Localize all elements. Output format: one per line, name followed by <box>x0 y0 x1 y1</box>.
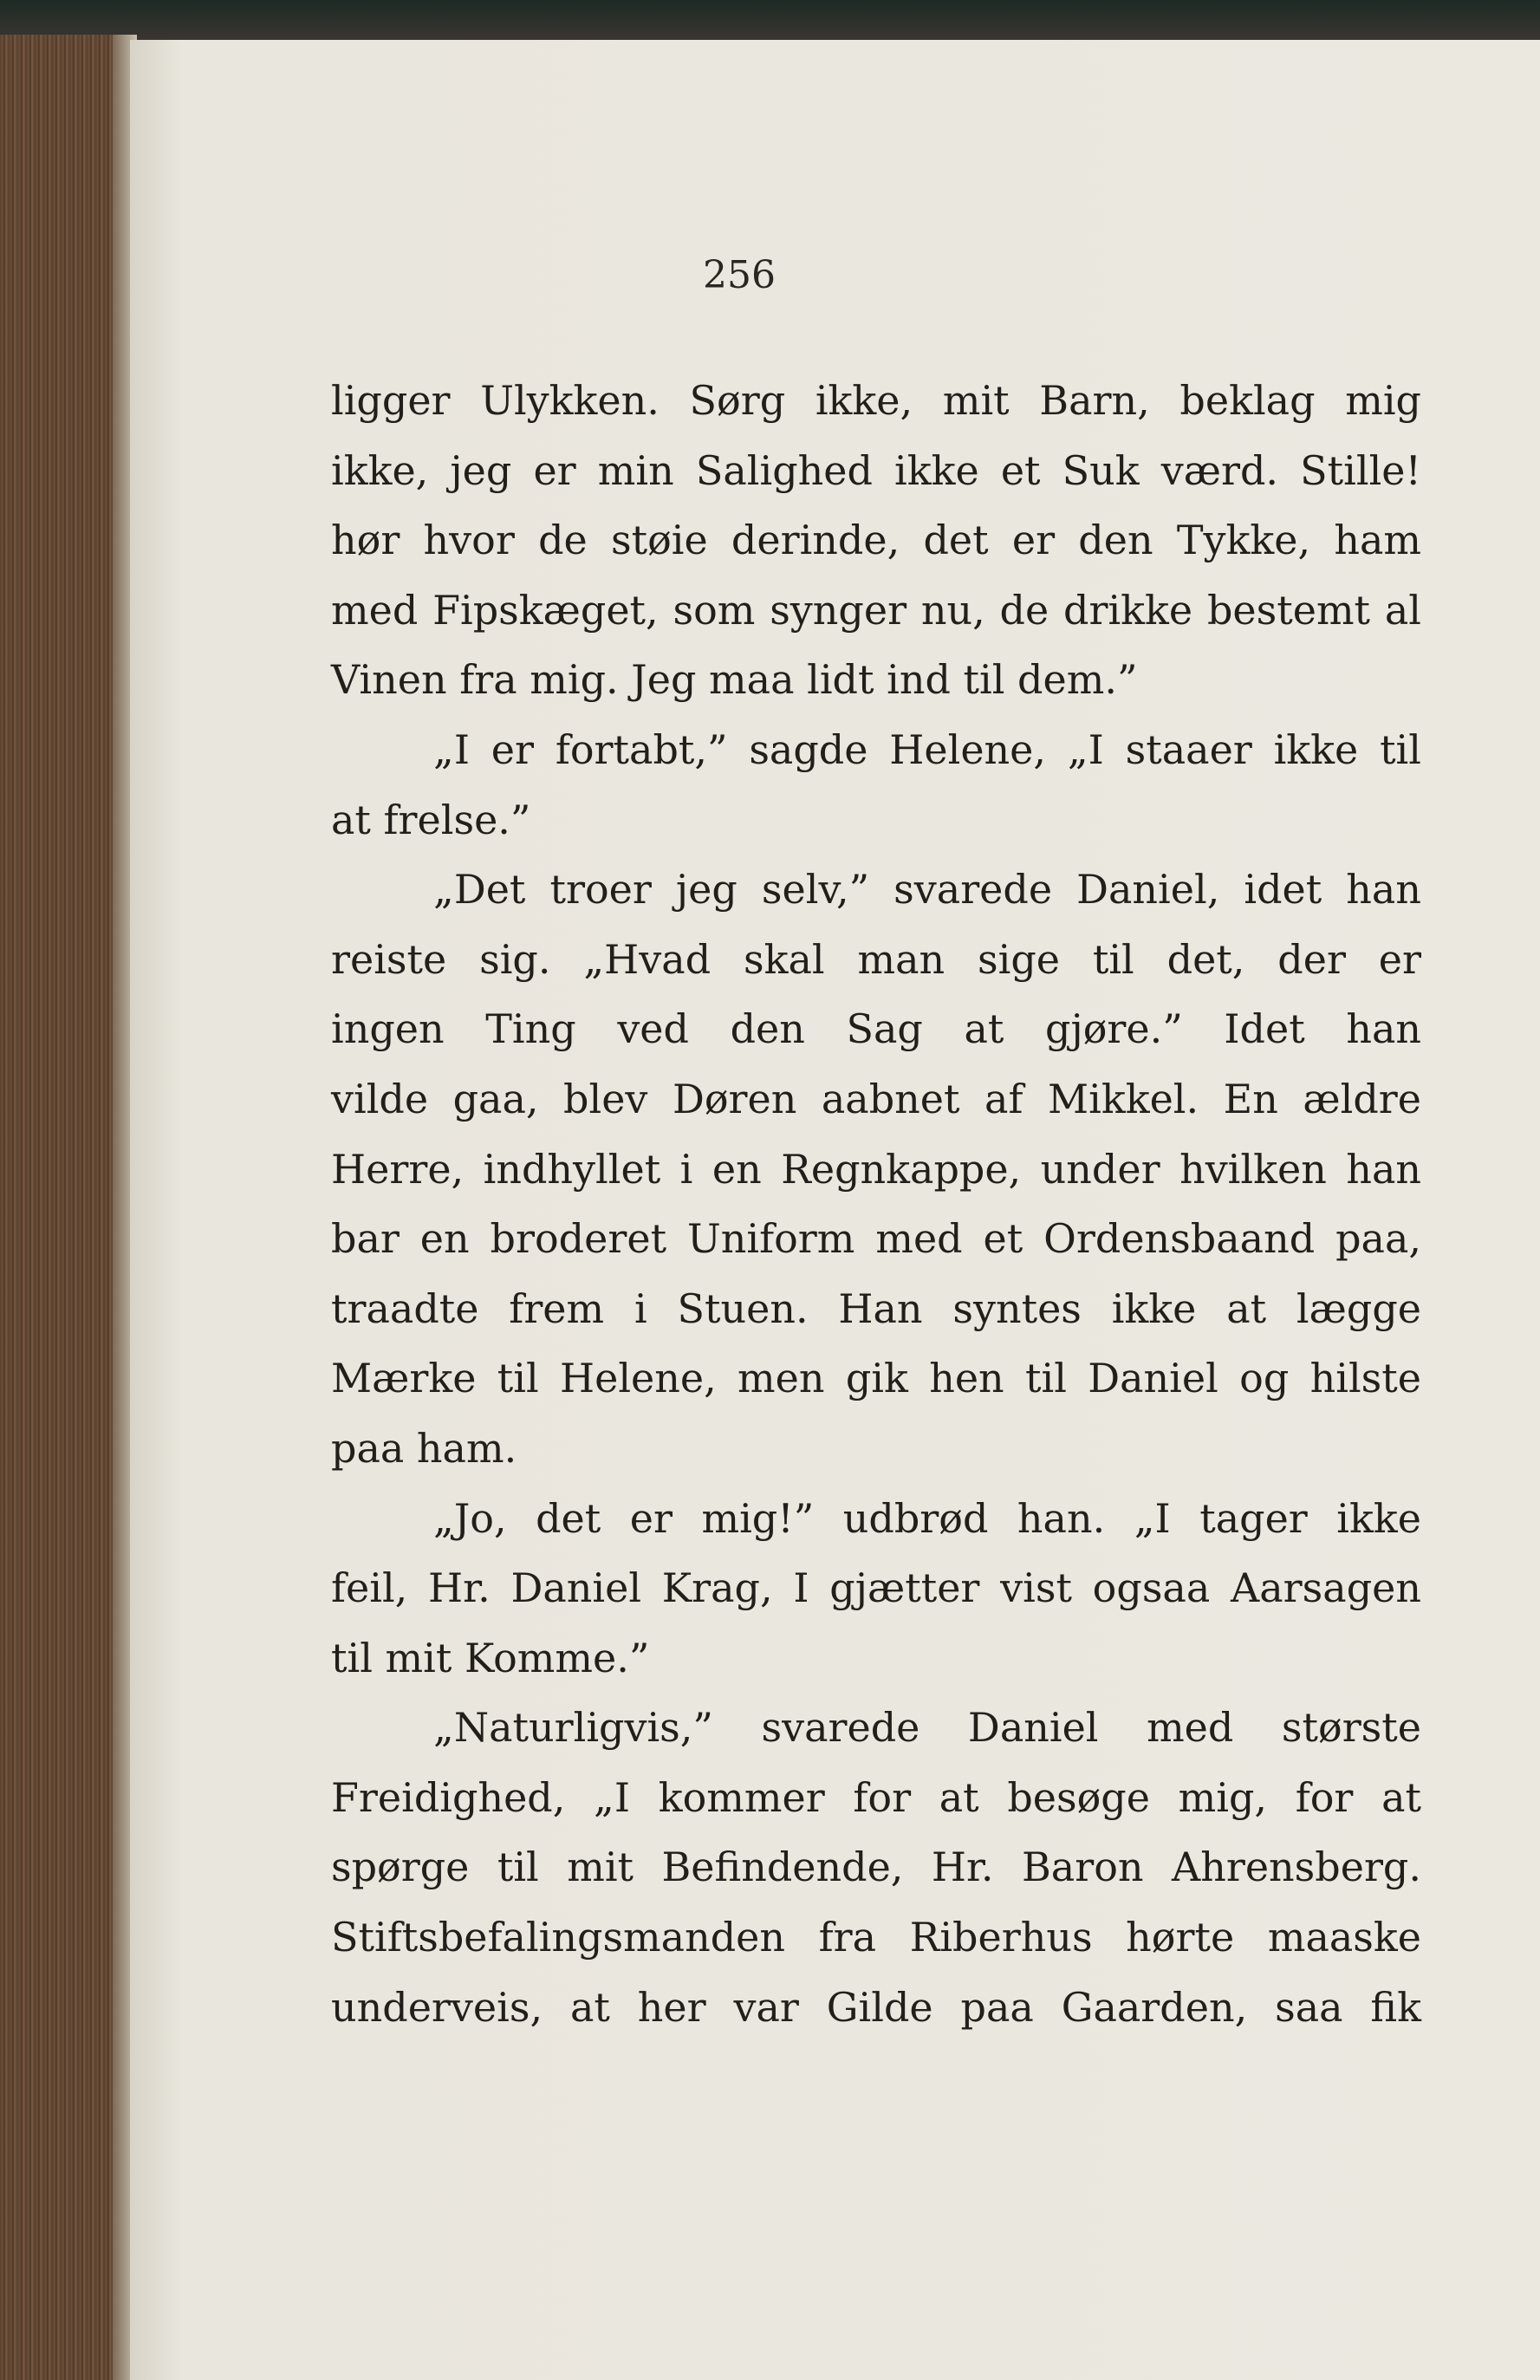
text-line: ligger Ulykken. Sørg ikke, mit Barn, beklag mig <box>331 377 1421 424</box>
body-text <box>331 366 1421 2042</box>
top-shadow <box>0 0 1540 40</box>
book-page-edges <box>0 35 130 2380</box>
text-line: hør hvor de støie derinde, det er den Tykke, ham <box>331 517 1421 564</box>
text-line: vilde gaa, blev Døren aabnet af Mikkel. En ældre <box>331 1075 1421 1122</box>
text-line: underveis, at her var Gilde paa Gaarden, saa fik <box>331 1983 1421 2031</box>
text-line: til mit Komme.” <box>331 1634 650 1681</box>
text-line: traadte frem i Stuen. Han syntes ikke at lægge <box>331 1284 1421 1332</box>
text-line: ikke, jeg er min Salighed ikke et Suk værd. Stille! <box>331 446 1421 494</box>
text-line: „I er fortabt,” sagde Helene, „I staaer ikke til <box>433 725 1421 773</box>
text-line: „Jo, det er mig!” udbrød han. „I tager ikke <box>433 1494 1421 1542</box>
text-line: „Naturligvis,” svarede Daniel med største <box>433 1704 1421 1752</box>
text-line: med Fipskæget, som synger nu, de drikke bestemt al <box>331 586 1421 634</box>
text-line: ingen Ting ved den Sag at gjøre.” Idet han <box>331 1005 1421 1053</box>
text-line: feil, Hr. Daniel Krag, I gjætter vist ogsaa Aarsagen <box>331 1564 1421 1612</box>
text-line: „Det troer jeg selv,” svarede Daniel, idet han <box>433 866 1421 914</box>
text-line: Freidighed, „I kommer for at besøge mig, for at <box>331 1773 1421 1821</box>
text-line: Stiftsbefalingsmanden fra Riberhus hørte maaske <box>331 1914 1421 1961</box>
text-line: bar en broderet Uniform med et Ordensbaand paa, <box>331 1215 1421 1263</box>
text-line: reiste sig. „Hvad skal man sige til det, der er <box>331 935 1421 983</box>
text-line: Herre, indhyllet i en Regnkappe, under hvilken han <box>331 1145 1421 1193</box>
text-line: Mærke til Helene, men gik hen til Daniel og hilste <box>331 1355 1421 1402</box>
page-number: 256 <box>703 253 776 297</box>
text-line: at frelse.” <box>331 796 531 843</box>
text-line: Vinen fra mig. Jeg maa lidt ind til dem.” <box>331 656 1138 704</box>
text-line: spørge til mit Befindende, Hr. Baron Ahrensberg. <box>331 1844 1421 1891</box>
text-line: paa ham. <box>331 1424 517 1472</box>
